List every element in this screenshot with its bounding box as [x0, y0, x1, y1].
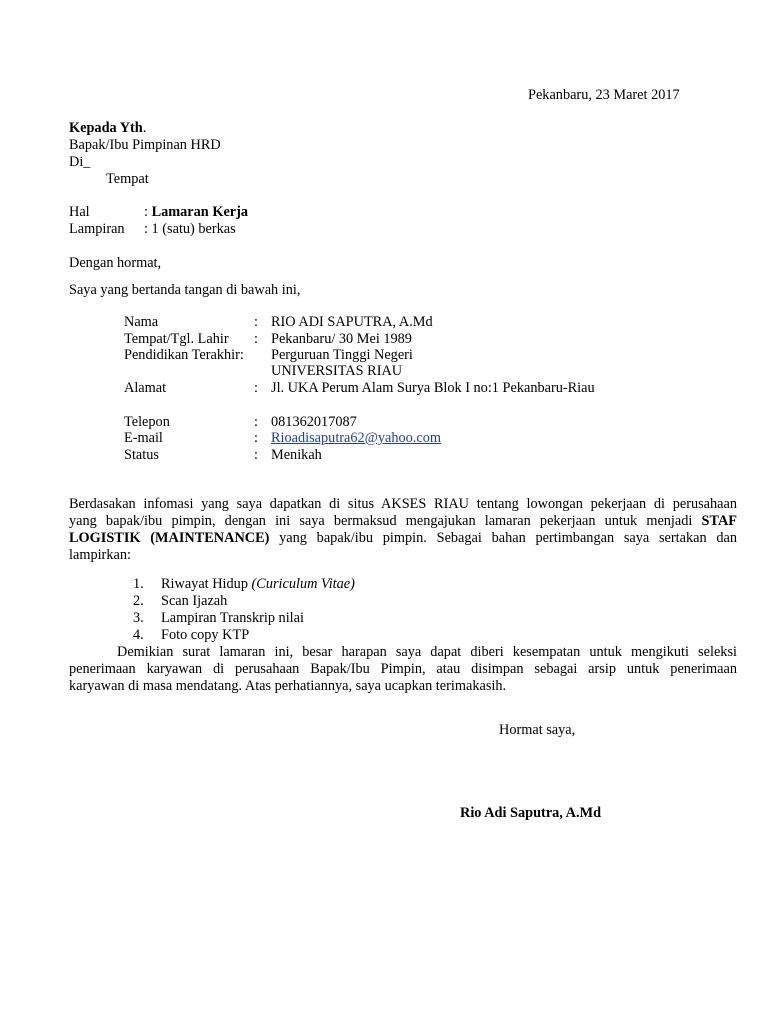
list-item-text: Scan Ijazah: [161, 593, 228, 609]
closing-line-1: Demikian surat lamaran ini, besar harapan saya dapat diberi kesempatan untuk mengikuti seleksi: [117, 644, 737, 660]
subject-lampiran-label: Lampiran: [69, 221, 125, 237]
email-colon: :: [254, 430, 258, 446]
status-colon: :: [254, 447, 258, 463]
list-item-text: Lampiran Transkrip nilai: [161, 610, 304, 626]
body-line-1: Berdasakan infomasi yang saya dapatkan di situs AKSES RIAU tentang lowongan pekerjaan di perusahaan: [69, 496, 737, 512]
nama-colon: :: [254, 314, 258, 330]
list-item-label: Riwayat Hidup: [161, 576, 248, 592]
alamat-label: Alamat: [124, 380, 167, 396]
telepon-label: Telepon: [124, 414, 170, 430]
recipient-salutation: [69, 120, 146, 137]
signoff: Hormat saya,: [499, 722, 576, 738]
recipient-salutation-dot: .: [142, 120, 147, 136]
ttl-label: Tempat/Tgl. Lahir: [124, 331, 229, 347]
subject-hal-text: Lamaran Kerja: [151, 204, 249, 220]
body-line-2-text: yang bapak/ibu pimpin, dengan ini saya bermaksud mengajukan lamaran pekerjaan untuk menjadi: [69, 513, 693, 529]
nama-value: RIO ADI SAPUTRA, A.Md: [271, 314, 433, 330]
recipient-salutation-text: Kepada Yth: [69, 120, 143, 136]
list-item: [133, 576, 144, 593]
list-item-number: 4.: [133, 627, 144, 643]
recipient-di: Di_: [69, 154, 91, 170]
nama-label: Nama: [124, 314, 159, 330]
date-line: Pekanbaru, 23 Maret 2017: [528, 87, 680, 103]
list-item-number: 3.: [133, 610, 144, 626]
subject-hal-label: Hal: [69, 204, 90, 220]
status-value: Menikah: [271, 447, 322, 463]
pendidikan-value-1: Perguruan Tinggi Negeri: [271, 347, 413, 363]
list-item-text: [161, 576, 355, 593]
subject-hal-value: [144, 204, 248, 221]
recipient-place: Tempat: [106, 171, 149, 187]
email-label: E-mail: [124, 430, 163, 446]
list-item-text: Foto copy KTP: [161, 627, 250, 643]
alamat-colon: :: [254, 380, 258, 396]
subject-hal-colon: :: [144, 204, 148, 220]
ttl-colon: :: [254, 331, 258, 347]
list-item: [133, 627, 144, 644]
body-line-2: [69, 513, 737, 530]
closing-line-3: karyawan di masa mendatang. Atas perhatiannya, saya ucapkan terimakasih.: [69, 678, 507, 694]
list-item-number: 1.: [133, 576, 144, 592]
body-line-3-text: yang bapak/ibu pimpin. Sebagai bahan pertimbangan saya sertakan dan: [279, 530, 737, 546]
telepon-colon: :: [254, 414, 258, 430]
body-line-2-bold: STAF: [701, 513, 737, 529]
closing-line-2: penerimaan karyawan di perusahaan Bapak/Ibu Pimpin, atau disimpan sebagai arsip untuk penerimaan: [69, 661, 737, 677]
alamat-value: Jl. UKA Perum Alam Surya Blok I no:1 Pekanbaru-Riau: [271, 380, 595, 396]
pendidikan-label: Pendidikan Terakhir:: [124, 347, 244, 363]
body-line-3-bold: LOGISTIK (MAINTENANCE): [69, 530, 270, 546]
signature-name: Rio Adi Saputra, A.Md: [460, 805, 602, 821]
status-label: Status: [124, 447, 159, 463]
body-line-4: lampirkan:: [69, 547, 131, 563]
list-item-italic: (Curiculum Vitae): [251, 576, 355, 592]
ttl-value: Pekanbaru/ 30 Mei 1989: [271, 331, 412, 347]
recipient-title: Bapak/Ibu Pimpinan HRD: [69, 137, 221, 153]
greeting: Dengan hormat,: [69, 255, 162, 271]
list-item: [133, 593, 144, 610]
list-item: [133, 610, 144, 627]
telepon-value: 081362017087: [271, 414, 357, 430]
pendidikan-value-2: UNIVERSITAS RIAU: [271, 363, 403, 379]
body-line-3: [69, 530, 737, 547]
intro-text: Saya yang bertanda tangan di bawah ini,: [69, 282, 301, 298]
list-item-number: 2.: [133, 593, 144, 609]
email-link[interactable]: Rioadisaputra62@yahoo.com: [271, 430, 441, 446]
subject-lampiran-value: : 1 (satu) berkas: [144, 221, 236, 237]
